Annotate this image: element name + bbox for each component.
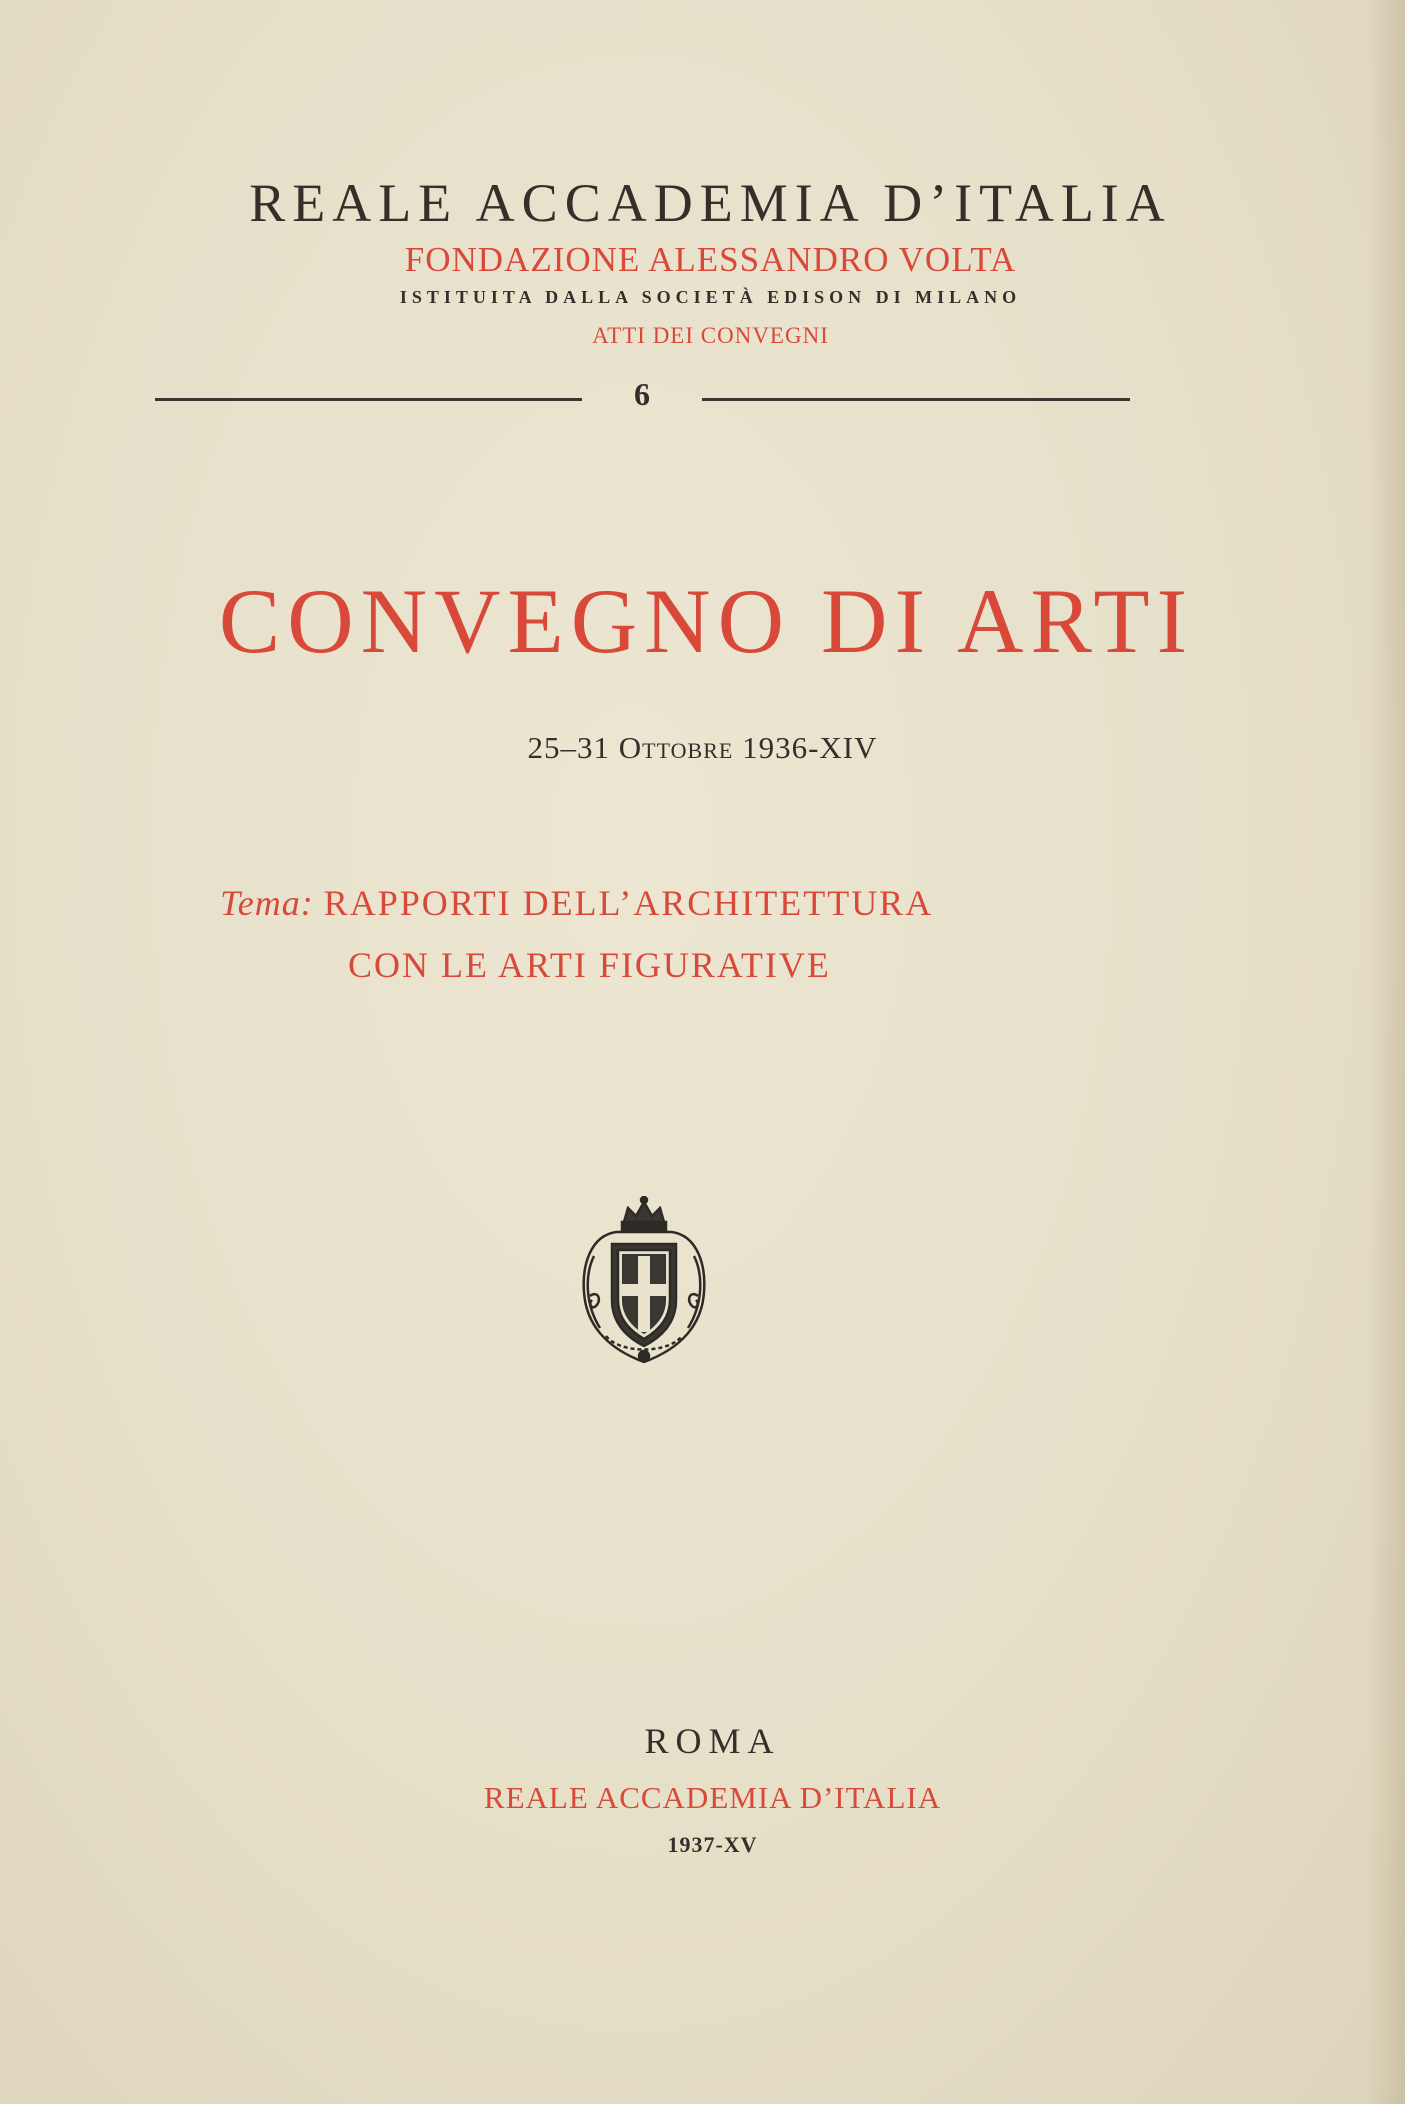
book-title: CONVEGNO DI ARTI	[218, 570, 1195, 672]
institution-line: ISTITUITA DALLA SOCIETÀ EDISON DI MILANO	[399, 287, 1022, 307]
academy-name: REALE ACCADEMIA D’ITALIA	[249, 173, 1172, 233]
royal-coat-of-arms-icon	[576, 1196, 712, 1366]
theme-text-1: RAPPORTI DELL’ARCHITETTURA	[323, 883, 934, 923]
imprint-publisher: REALE ACCADEMIA D’ITALIA	[483, 1780, 942, 1815]
rule-right	[702, 398, 1130, 401]
conference-dates	[0, 730, 1405, 766]
imprint-year: 1937-XV	[667, 1832, 758, 1857]
foundation-name: FONDAZIONE ALESSANDRO VOLTA	[404, 240, 1017, 279]
series-name: ATTI DEI CONVEGNI	[592, 323, 829, 348]
dates-range: 25–31	[527, 730, 611, 765]
rule-left	[155, 398, 582, 401]
volume-number: 6	[634, 376, 650, 412]
dates-month: Ottobre	[618, 730, 734, 765]
theme-line-2: CON LE ARTI FIGURATIVE	[348, 945, 831, 985]
dates-year: 1936-XIV	[742, 730, 878, 765]
theme-label: Tema:	[220, 883, 314, 923]
imprint-city: ROMA	[644, 1721, 781, 1761]
theme-line-1	[220, 882, 933, 924]
